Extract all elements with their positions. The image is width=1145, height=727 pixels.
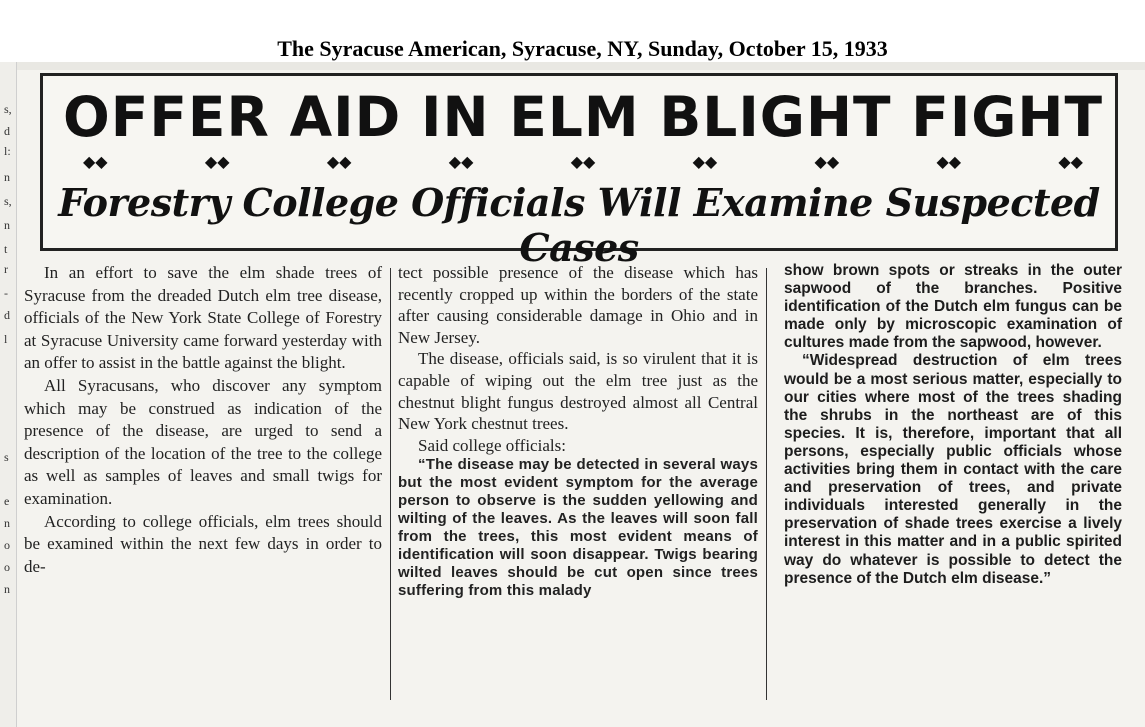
- edge-fragment: o: [4, 560, 10, 574]
- article-paragraph: In an effort to save the elm shade trees of Syracuse from the dreaded Dutch elm tree disease, officials of the New York State College of Forestry at Syracuse University came forward yesterday with an offer to assist in the battle against the blight.: [24, 263, 382, 373]
- article-column-3: [784, 262, 1122, 588]
- headline-word: FIGHT: [911, 85, 1103, 149]
- diamond-ornament-icon: ◆◆: [448, 151, 474, 171]
- diamond-ornament-icon: ◆◆: [204, 151, 230, 171]
- headline-word: AID: [289, 85, 402, 149]
- adjacent-column-edge: [0, 62, 17, 727]
- edge-fragment: s,: [4, 194, 12, 208]
- diamond-ornament-icon: ◆◆: [1058, 151, 1083, 171]
- article-paragraph: tect possible presence of the disease which has recently cropped up within the borders of the state after causing considerable damage in Ohio and in New Jersey.: [398, 263, 758, 347]
- headline-word: OFFER: [63, 85, 270, 149]
- edge-fragment: r: [4, 262, 8, 276]
- article-paragraph: According to college officials, elm trees should be examined within the next few days in order to de-: [24, 511, 382, 576]
- edge-fragment: n: [4, 218, 10, 232]
- headline-word: ELM: [509, 85, 640, 149]
- edge-fragment: t: [4, 242, 8, 256]
- article-paragraph: All Syracusans, who discover any symptom which may be construed as indication of the presence of the disease, are urged to send a description of the location of the tree to the college as well as samples of leaves and small twigs for examination.: [24, 375, 382, 508]
- edge-fragment: s: [4, 450, 9, 464]
- headline-word: IN: [421, 85, 490, 149]
- headline-word: BLIGHT: [659, 85, 892, 149]
- headline-box: [40, 73, 1118, 270]
- diamond-ornament-icon: ◆◆: [326, 151, 352, 171]
- edge-fragment: -: [4, 286, 8, 300]
- diamond-ornament-icon: ◆◆: [814, 151, 840, 171]
- edge-fragment: n: [4, 170, 10, 184]
- article-quote-paragraph: “Widespread destruction of elm trees would be a most serious matter, especially to our cities where most of the trees shading the shrubs in the northeast are of this species. It is, therefore, important that all persons, especially public officials whose activities bring them in contact with the care and preservation of trees, and private individuals interested generally in the preservation of shade trees exercise a lively interest in this matter and in a public spirited way do whatever is possible to detect the presence of the Dutch elm disease.”: [784, 352, 1122, 587]
- subheadline: Forestry College Officials Will Examine Suspected Cases: [58, 180, 1100, 270]
- clipping-top-strip: [16, 62, 1145, 70]
- article-column-1: [24, 262, 382, 578]
- edge-fragment: d: [4, 124, 10, 138]
- edge-fragment: n: [4, 582, 10, 596]
- column-rule: [390, 268, 391, 700]
- article-quote-paragraph: show brown spots or streaks in the outer sapwood of the branches. Positive identification of the Dutch elm fungus can be made only by microscopic examination of cultures made from the sapwood, however.: [784, 262, 1122, 352]
- main-headline: [63, 82, 1103, 152]
- diamond-ornament-icon: ◆◆: [570, 151, 596, 171]
- edge-fragment: s,: [4, 102, 12, 116]
- diamond-ornament-icon: ◆◆: [936, 151, 962, 171]
- edge-fragment: e: [4, 494, 10, 508]
- column-rule: [766, 268, 767, 700]
- edge-fragment: l:: [4, 144, 11, 158]
- edge-fragment: d: [4, 308, 10, 322]
- edge-fragment: o: [4, 538, 10, 552]
- article-quote-paragraph: “The disease may be detected in several ways but the most evident symptom for the average person to observe is the sudden yellowing and wilting of the leaves. As the leaves will soon fall from the trees, this most evident means of identification will soon disappear. Twigs bearing wilted leaves should be cut open since trees suffering from this malady: [398, 456, 758, 600]
- headline-ornaments: [83, 152, 1083, 170]
- edge-fragment: n: [4, 516, 10, 530]
- edge-fragment: l: [4, 332, 8, 346]
- article-column-2: [398, 262, 758, 600]
- article-paragraph: The disease, officials said, is so virulent that it is capable of wiping out the elm tree just as the chestnut blight fungus destroyed almost all Central New York chestnut trees.: [398, 349, 758, 434]
- article-paragraph: Said college officials:: [418, 435, 566, 455]
- diamond-ornament-icon: ◆◆: [83, 151, 108, 171]
- clipping-caption: The Syracuse American, Syracuse, NY, Sunday, October 15, 1933: [277, 36, 888, 61]
- diamond-ornament-icon: ◆◆: [692, 151, 718, 171]
